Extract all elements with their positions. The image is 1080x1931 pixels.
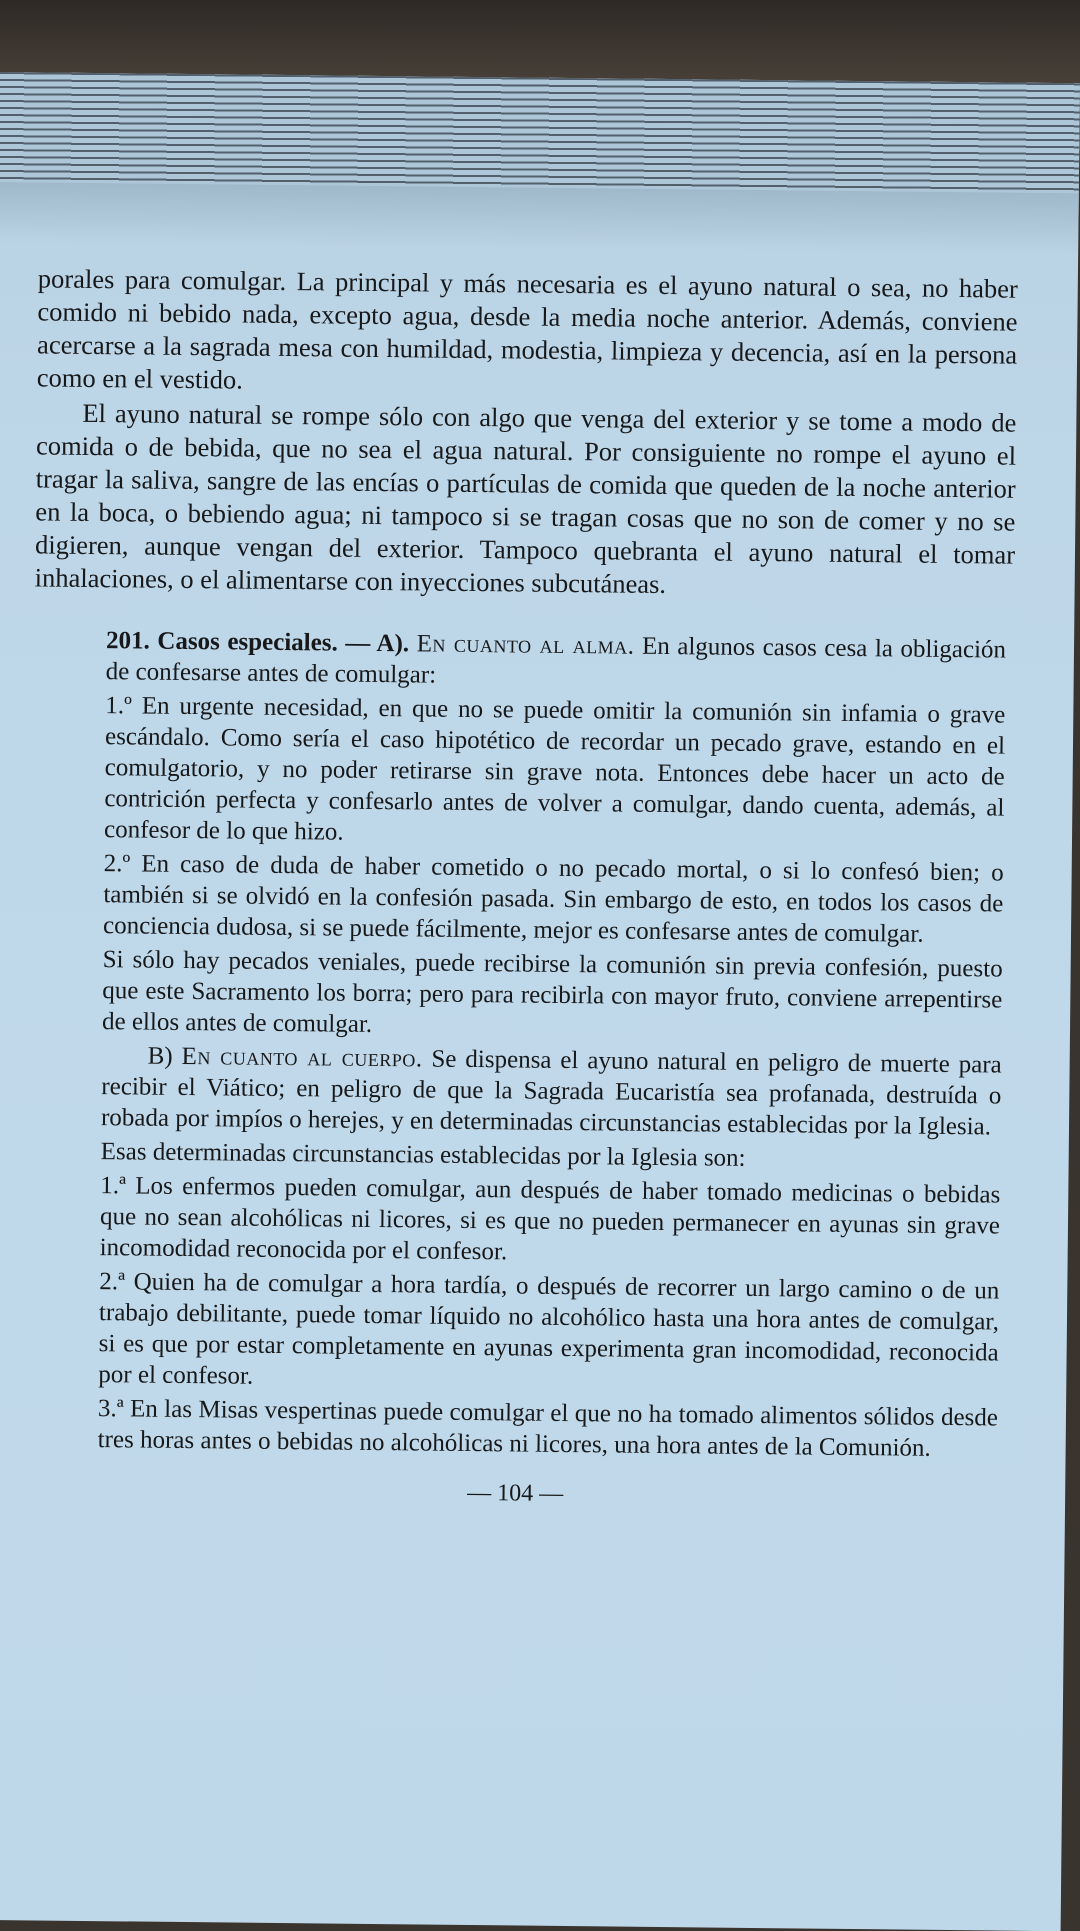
venial-note: Si sólo hay pecados veniales, puede recibirse la comunión sin previa confesión, puesto que este Sacramento los borra; pero para recibirla con mayor fruto, conviene arrepentirse de ellos antes de comulgar. <box>101 946 1003 1038</box>
list-item-1: 1.º En urgente necesidad, en que no se puede omitir la comunión sin infamia o grave escándalo. Como sería el caso hipotético de recordar un pecado grave, estando en el comulgatorio, y no poder retirarse sin grave nota. Entonces debe hacer un acto de contrición perfecta y confesarlo antes de volver a comulgar, dando cuenta, además, al confesor de lo que hizo. <box>103 692 1006 846</box>
rule-item-2: 2.ª Quien ha de comulgar a hora tardía, o después de recorrer un largo camino o de un trabajo debilitante, puede tomar líquido no alcohólico hasta una hora antes de comulgar, si es que por estar completamente en ayunas experimenta gran incomodidad, reconocida por el confesor. <box>98 1268 1000 1390</box>
list-item-2: 2.º En caso de duda de haber cometido o no pecado mortal, o si lo confesó bien; o también si se olvidó en la confesión pasada. Sin embargo de esto, en todos los casos de conciencia dudosa, si se puede fácilmente, mejor es confesarse antes de comulgar. <box>102 850 1004 948</box>
rule-item-3: 3.ª En las Misas vespertinas puede comulgar el que no ha tomado alimentos sólidos desde tres horas antes o bebidas no alcohólicas ni licores, una hora antes de la Comunión. <box>97 1395 999 1462</box>
section-title: Casos especiales. — A). <box>157 627 410 658</box>
subhead-cuerpo: En cuanto al cuerpo. <box>181 1042 423 1073</box>
section-heading <box>106 625 1007 696</box>
page-number: — 104 — <box>467 1479 564 1507</box>
book-page <box>0 72 1080 1931</box>
subsection-b-label: B) <box>147 1042 173 1070</box>
subsection-b-text: Se dispensa el ayuno natural en peligro de muerte para recibir el Viático; en peligro de que la Sagrada Eucaristía sea profanada, destruída o robada por impíos o herejes, y en determinadas circunstancias establecidas por la Iglesia. <box>100 1045 1002 1141</box>
section-number: 201. <box>105 627 150 655</box>
paragraph-1: porales para comulgar. La principal y más necesaria es el ayuno natural o sea, no haber comido ni bebido nada, excepto agua, desde la media noche anterior. Además, conviene acercarse a la sagrada mesa con humildad, modestia, limpieza y decencia, así en la persona como en el vestido. <box>36 263 1018 395</box>
section-201 <box>98 625 1007 1464</box>
section-intro: En algunos casos cesa la obligación de confesarse antes de comulgar: <box>105 632 1007 689</box>
subsection-b-intro: Esas determinadas circunstancias establecidas por la Iglesia son: <box>100 1138 746 1172</box>
page-text <box>25 262 1018 1515</box>
page-edge-stack <box>0 72 1080 193</box>
rule-item-1: 1.ª Los enfermos pueden comulgar, aun después de haber tomado medicinas o bebidas que no sean alcohólicas ni licores, si es que no pueden permanecer en ayunas sin grave incomodidad reconocida por el confesor. <box>99 1172 1001 1266</box>
paragraph-2: El ayuno natural se rompe sólo con algo que venga del exterior y se tome a modo de comida o de bebida, que no sea el agua natural. Por consiguiente no rompe el ayuno el tragar la saliva, sangre de las encías o partículas de comida que queden de la noche anterior en la boca, o bebiendo agua; ni tampoco si se tragan cosas que no son de comer y no se digieren, aunque vengan del exterior. Tampoco quebranta el ayuno natural el tomar inhalaciones, o el alimentarse con inyecciones subcutáneas. <box>34 397 1017 600</box>
subhead-alma: En cuanto al alma. <box>416 630 635 660</box>
subsection-b <box>101 1040 1002 1142</box>
